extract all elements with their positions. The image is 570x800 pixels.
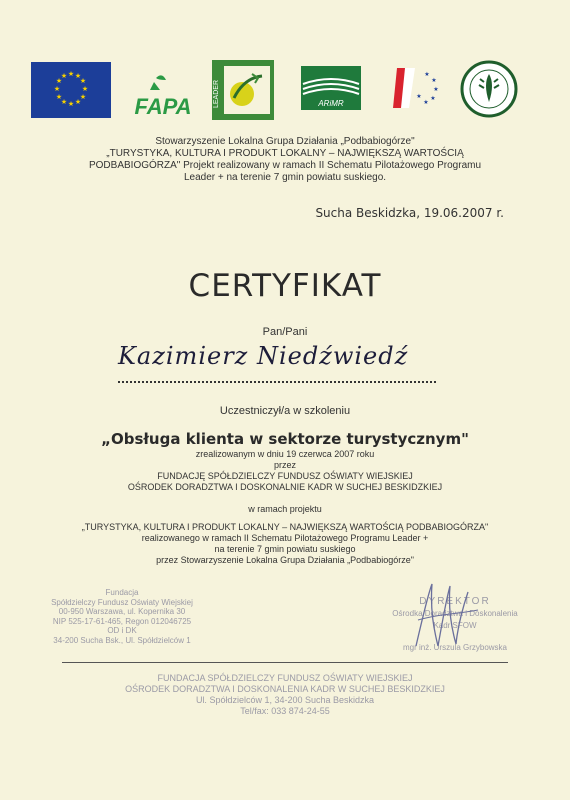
association-header [0,136,570,184]
svg-text:★: ★ [60,72,68,80]
leader-logo [212,60,274,120]
svg-text:★: ★ [81,85,89,93]
stamp-left-line-2: Spółdzielczy Fundusz Oświaty Wiejskiej [51,597,193,607]
project-program: realizowanego w ramach II Schematu Pilotażowego Programu Leader + [141,533,429,543]
svg-text:★: ★ [423,99,429,106]
project-area: na terenie 7 gmin powiatu suskiego [214,544,356,554]
svg-text:★: ★ [53,85,61,93]
stamp-left-line-6: 34-200 Sucha Bsk., Ul. Spółdzielców 1 [53,635,191,645]
foundation-stamp [32,588,212,645]
director-signature [408,580,498,650]
certificate-title: CERTYFIKAT [188,268,382,304]
svg-text:★: ★ [430,95,436,102]
stamp-left-line-1: Fundacja [105,588,139,597]
director-name: mgr inż. Urszula Grzybowska [402,643,508,652]
header-line-4: Leader + na terenie 7 gmin powiatu suskiego. [183,172,387,183]
stamp-left-line-5: OD i DK [107,626,137,635]
course-organizer-2: OŚRODEK DORADZTWA I DOSKONALNIE KADR W SUCHEJ BESKIDZKIEJ [127,482,443,492]
recipient-name: Kazimierz Niedźwiedź [118,342,409,370]
svg-text:★: ★ [431,77,437,84]
svg-text:★: ★ [67,70,75,78]
footer-divider [62,662,508,663]
header-line-2: „TURYSTYKA, KULTURA I PRODUKT LOKALNY – NAJWIĘKSZĄ WARTOŚCIĄ [106,148,464,159]
course-details [0,449,570,493]
course-by: przez [273,460,296,470]
director-title: DYREKTOR [419,596,491,607]
footer-line-3: Ul. Spółdzielców 1, 34-200 Sucha Beskidzka [195,695,375,705]
fapa-logo [128,72,198,118]
header-line-1: Stowarzyszenie Lokalna Grupa Działania „Podbabiogórze" [155,136,415,147]
svg-text:★: ★ [74,72,82,80]
participation-text: Uczestniczył/a w szkoleniu [219,405,351,417]
salutation: Pan/Pani [262,326,308,338]
svg-text:★: ★ [416,93,422,100]
eu-flag-logo [31,62,111,118]
course-date: zrealizowanym w dniu 19 czerwca 2007 roku [195,449,375,459]
project-name: „TURYSTYKA, KULTURA I PRODUKT LOKALNY – NAJWIĘKSZĄ WARTOŚCIĄ PODBABIOGÓRZA" [81,522,489,532]
footer-address [0,673,570,717]
svg-text:★: ★ [55,77,63,85]
svg-text:★: ★ [55,93,63,101]
svg-text:★: ★ [424,71,430,78]
footer-line-4: Tel/fax: 033 874-24-55 [240,706,330,716]
project-by: przez Stowarzyszenie Lokalna Grupa Działania „Podbabiogórze" [156,555,414,565]
arimr-logo [301,66,361,110]
course-title: „Obsługa klienta w sektorze turystycznym" [101,430,469,448]
footer-line-2: OŚRODEK DORADZTWA I DOSKONALENIA KADR W SUCHEJ BESKIDZKIEJ [125,684,445,694]
ministry-seal-logo [460,60,518,118]
in-project-label: w ramach projektu [248,504,322,514]
course-organizer-1: FUNDACJĘ SPÓŁDZIELCZY FUNDUSZ OŚWIATY WIEJSKIEJ [157,471,413,481]
svg-text:★: ★ [79,77,87,85]
footer-line-1: FUNDACJA SPÓŁDZIELCZY FUNDUSZ OŚWIATY WIEJSKIEJ [157,673,413,683]
svg-text:★: ★ [60,98,68,106]
stamp-left-line-3: 00-950 Warszawa, ul. Kopernika 30 [58,607,186,616]
svg-text:★: ★ [79,93,87,101]
leader-logo-text: LEADER [213,79,220,108]
arimr-logo-text: ARiMR [318,99,344,108]
director-office: Ośrodka Doradztwa i Doskonalenia Kadr SFOW [392,609,518,630]
place-date: Sucha Beskidzka, 19.06.2007 r. [315,206,504,220]
svg-text:★: ★ [67,100,75,108]
header-line-3: PODBABIOGÓRZA" Projekt realizowany w ramach II Schematu Pilotażowego Programu [88,160,482,171]
stamp-left-line-4: NIP 525-17-61-465, Regon 012046725 [52,616,192,626]
svg-text:★: ★ [433,86,439,93]
project-details [0,522,570,566]
svg-text:★: ★ [74,98,82,106]
polish-eagle-flag-logo [393,64,441,112]
fapa-logo-text: FAPA [134,94,192,118]
